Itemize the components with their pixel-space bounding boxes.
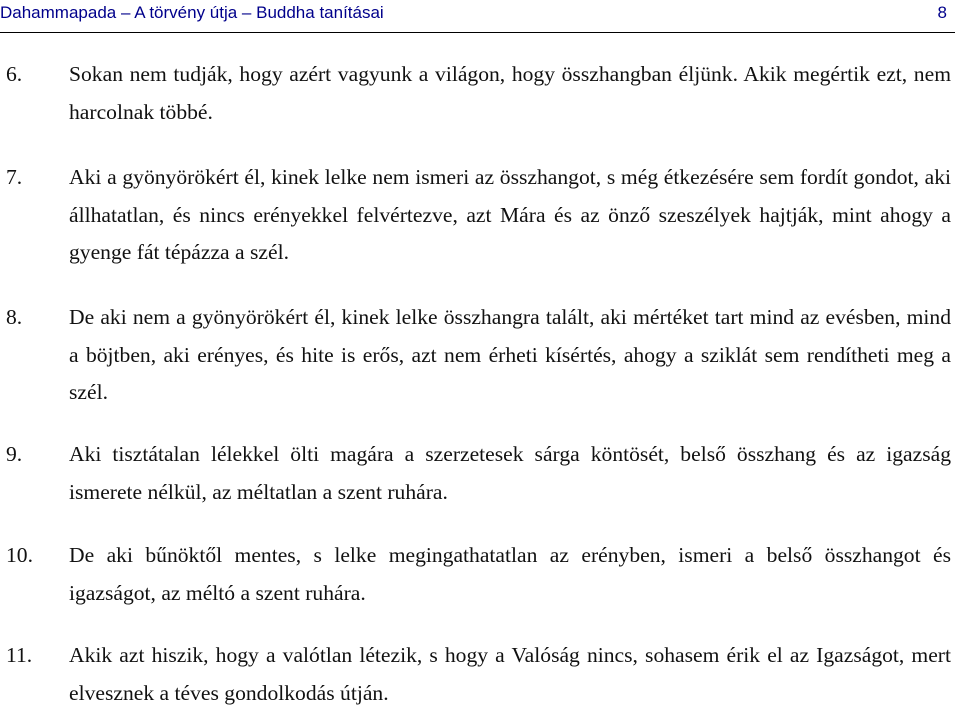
page-number: 8	[937, 3, 947, 22]
verse	[0, 637, 955, 712]
page-header	[0, 0, 955, 33]
verse-number: 9.	[6, 442, 23, 466]
verse-text: De aki bűnöktől mentes, s lelke megingathatatlan az erényben, ismeri a belső összhangot és igazságot, az méltó a szent ruhára.	[69, 543, 951, 605]
verse-number: 7.	[6, 165, 23, 189]
verse-number: 11.	[6, 643, 33, 667]
verse-number: 6.	[6, 62, 23, 86]
verse	[0, 299, 955, 412]
verse	[0, 56, 955, 131]
verse-text: Akik azt hiszik, hogy a valótlan létezik, s hogy a Valóság nincs, sohasem érik el az Igazságot, mert elvesznek a téves gondolkodás útján.	[69, 643, 951, 705]
verse-text: Aki a gyönyörökért él, kinek lelke nem ismeri az összhangot, s még étkezésére sem fordít gondot, aki állhatatlan, és nincs erényekkel felvértezve, azt Mára és az önző szeszélyek hajtják, mint ahogy a gyenge fát tépázza a szél.	[69, 165, 951, 264]
verse-number: 10.	[6, 543, 33, 567]
verse-text: De aki nem a gyönyörökért él, kinek lelke összhangra talált, aki mértéket tart mind az evésben, mind a böjtben, aki erényes, és hite is erős, azt nem érheti kísértés, ahogy a sziklát sem rendítheti meg a szél.	[69, 305, 951, 404]
verse	[0, 436, 955, 511]
verse	[0, 537, 955, 612]
verse-text: Aki tisztátalan lélekkel ölti magára a szerzetesek sárga köntösét, belső összhang és az igazság ismerete nélkül, az méltatlan a szent ruhára.	[69, 442, 951, 504]
verse	[0, 159, 955, 272]
verse-text: Sokan nem tudják, hogy azért vagyunk a világon, hogy összhangban éljünk. Akik megértik ezt, nem harcolnak többé.	[69, 62, 951, 124]
document-title: Dahammapada – A törvény útja – Buddha tanításai	[0, 3, 384, 22]
verse-number: 8.	[6, 305, 23, 329]
